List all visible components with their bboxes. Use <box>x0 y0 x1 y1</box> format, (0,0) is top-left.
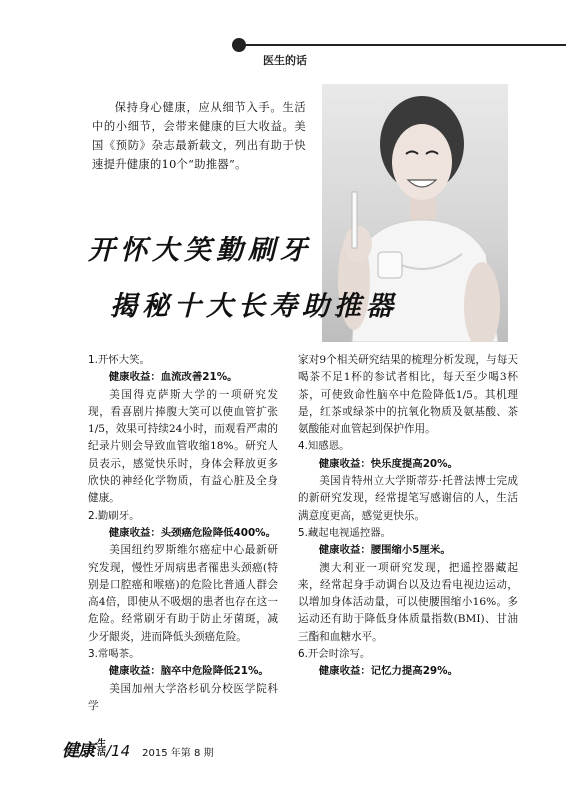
page-footer <box>62 736 214 761</box>
tip-1-benefit: 健康收益：血流改善21%。 <box>108 371 238 384</box>
intro-text: 保持身心健康，应从细节入手。生活中的小细节，会带来健康的巨大收益。美国《预防》杂志最新载文，列出有助于快速提升健康的10个“助推器”。 <box>92 101 306 171</box>
magazine-logo-sub: 生活 <box>95 738 105 756</box>
intro-paragraph <box>92 98 306 174</box>
tip-1-body: 美国得克萨斯大学的一项研究发现，看喜剧片捧腹大笑可以使血管扩张1/5，效果可持续24小时，而观看严肃的纪录片则会导致血管收缩18%。研究人员表示，感觉快乐时，身体会释放更多欣快的神经化学物质，有益心脏及全身健康。 <box>88 388 278 505</box>
tip-5-benefit: 健康收益：腰围缩小5厘米。 <box>318 544 451 557</box>
tip-2-heading: 2.勤刷牙。 <box>88 509 140 522</box>
tip-3-body: 美国加州大学洛杉矶分校医学院科学 <box>88 682 278 712</box>
issue-info: 2015 年第 8 期 <box>142 748 214 759</box>
tip-4-heading: 4.知感恩。 <box>298 440 350 453</box>
tip-6-benefit: 健康收益：记忆力提高29%。 <box>318 665 458 678</box>
left-column <box>88 352 278 715</box>
section-label: 医生的话 <box>263 54 307 67</box>
tip-4-body: 美国肯特州立大学斯蒂芬·托普法博士完成的新研究发现，经常提笔写感谢信的人，生活满意度更高，感觉更快乐。 <box>298 475 518 522</box>
tip-3-benefit: 健康收益：脑卒中危险降低21%。 <box>108 665 269 678</box>
tip-5-heading: 5.藏起电视遥控器。 <box>298 526 392 539</box>
magazine-logo: 健康 <box>62 741 94 761</box>
tip-3-heading: 3.常喝茶。 <box>88 648 140 661</box>
tip-4-benefit: 健康收益：快乐度提高20%。 <box>318 457 458 470</box>
tip-1-heading: 1.开怀大笑。 <box>88 354 150 366</box>
tip-5-body: 澳大利亚一项研究发现，把遥控器藏起来，经常起身手动调台以及边看电视边运动，以增加身体活动量，可以使腰围缩小16%。多运动还有助于降低身体质量指数(BMI)、甘油三酯和血糖水平。 <box>298 561 518 643</box>
tip-2-benefit: 健康收益：头颈癌危险降低400%。 <box>108 526 276 539</box>
tip-2-body: 美国纽约罗斯维尔癌症中心最新研究发现，慢性牙周病患者罹患头颈癌(特别是口腔癌和喉癌)的危险比普通人群会高4倍，即使从不吸烟的患者也存在这一危险。经常刷牙有助于防止牙菌斑，减少牙龈炎，进而降低头颈癌危险。 <box>88 544 278 643</box>
tip-6-heading: 6.开会时涂写。 <box>298 648 371 661</box>
tip-3-body-continued: 家对9个相关研究结果的梳理分析发现，与每天喝茶不足1杯的参试者相比，每天至少喝3杯茶，可使致命性脑卒中危险降低1/5。其机理是，红茶或绿茶中的抗氧化物质及氨基酸、茶氨酸能对血管起到保护作用。 <box>298 354 518 436</box>
page-number: /14 <box>106 742 131 760</box>
header-rule <box>240 44 566 46</box>
right-column <box>298 352 518 681</box>
article-title-line1: 开怀大笑勤刷牙 <box>88 235 312 266</box>
article-title-line2: 揭秘十大长寿助推器 <box>110 291 398 322</box>
